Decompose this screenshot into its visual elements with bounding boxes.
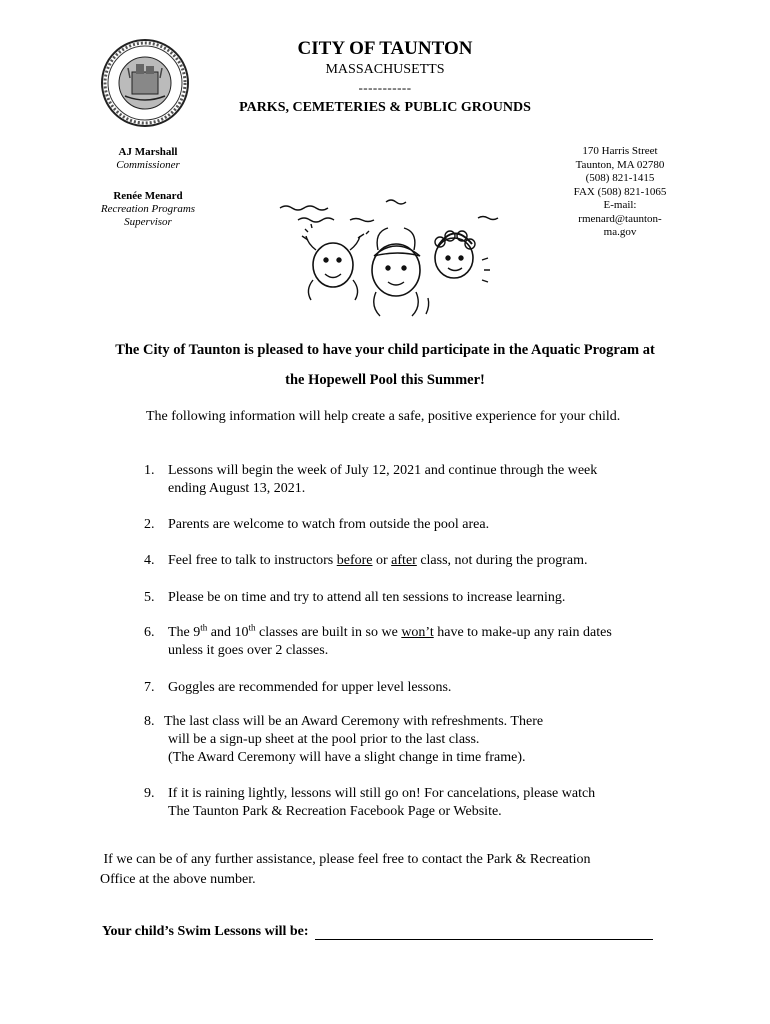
address-line: Taunton, MA 02780 [575, 158, 665, 171]
swim-lessons-field [102, 924, 682, 940]
item-text: If it is raining lightly, lessons will still go on! For cancelations, please watch [168, 786, 596, 801]
item-number: 6. [144, 625, 155, 640]
closing-paragraph [100, 850, 660, 890]
list-item [144, 624, 664, 660]
email-label: E-mail: [603, 199, 637, 211]
emphasis-wont: won’t [401, 625, 434, 640]
item-text: ending August 13, 2021. [168, 481, 306, 496]
closing-line: If we can be of any further assistance, please feel free to contact the Park & Recreation [100, 852, 591, 867]
item-text: Feel free to talk to instructors [168, 553, 337, 568]
department-name: PARKS, CEMETERIES & PUBLIC GROUNDS [239, 100, 531, 115]
item-text: classes are built in so we [255, 625, 402, 640]
list-item [144, 516, 664, 534]
ordinal-suffix: th [248, 622, 256, 633]
item-text: class, not during the program. [416, 553, 588, 568]
item-text: will be a sign-up sheet at the pool prior to the last class. [168, 732, 480, 747]
item-text: (The Award Ceremony will have a slight change in time frame). [168, 750, 526, 765]
item-number: 5. [144, 590, 155, 605]
list-item [144, 679, 664, 697]
phone-number: (508) 821-1415 [585, 172, 655, 184]
item-text: The 9 [168, 625, 201, 640]
list-item [144, 462, 664, 498]
header-divider: ----------- [358, 80, 412, 95]
item-number: 7. [144, 680, 155, 695]
list-item [144, 589, 664, 607]
staff-role: Recreation Programs [100, 203, 196, 215]
staff-name: Renée Menard [113, 190, 183, 202]
item-number: 4. [144, 553, 155, 568]
list-item [144, 713, 664, 767]
staff-name: AJ Marshall [118, 146, 178, 158]
item-number: 9. [144, 786, 155, 801]
item-text: The Taunton Park & Recreation Facebook Page or Website. [168, 804, 502, 819]
list-item [144, 785, 664, 821]
staff-role: Commissioner [116, 159, 180, 171]
item-text: unless it goes over 2 classes. [168, 643, 329, 658]
item-number: 8. [144, 714, 155, 729]
item-number: 1. [144, 463, 155, 478]
city-title: CITY OF TAUNTON [297, 38, 473, 59]
closing-line: Office at the above number. [100, 872, 256, 887]
swimming-children-icon [278, 180, 504, 320]
list-item [144, 552, 664, 570]
item-text: Lessons will begin the week of July 12, 2021 and continue through the week [168, 463, 598, 478]
lead-paragraph: The following information will help create a safe, positive experience for your child. [146, 409, 621, 424]
intro-line: The City of Taunton is pleased to have your child participate in the Aquatic Program at [115, 342, 655, 358]
swim-lessons-blank[interactable] [315, 925, 653, 940]
ordinal-suffix: th [200, 622, 208, 633]
item-text: Goggles are recommended for upper level lessons. [168, 680, 452, 695]
address-block [560, 145, 680, 240]
item-text: Parents are welcome to watch from outside the pool area. [168, 517, 490, 532]
emphasis-before: before [336, 553, 373, 568]
email-address: rmenard@taunton- [578, 212, 662, 225]
state-name: MASSACHUSETTS [325, 62, 445, 77]
swim-lessons-label: Your child’s Swim Lessons will be: [102, 924, 309, 939]
item-text: have to make-up any rain dates [433, 625, 612, 640]
item-number: 2. [144, 517, 155, 532]
intro-line: the Hopewell Pool this Summer! [285, 372, 485, 388]
fax-number: FAX (508) 821-1065 [573, 185, 667, 198]
staff-role: Supervisor [124, 216, 172, 228]
item-text: and 10 [207, 625, 249, 640]
address-line: 170 Harris Street [582, 145, 658, 157]
item-text: or [372, 553, 392, 568]
intro-heading [90, 335, 680, 395]
item-text: Please be on time and try to attend all ten sessions to increase learning. [168, 590, 566, 605]
emphasis-after: after [391, 553, 417, 568]
email-address: ma.gov [603, 226, 637, 238]
staff-block [88, 146, 208, 229]
item-text: The last class will be an Award Ceremony with refreshments. There [164, 714, 544, 729]
